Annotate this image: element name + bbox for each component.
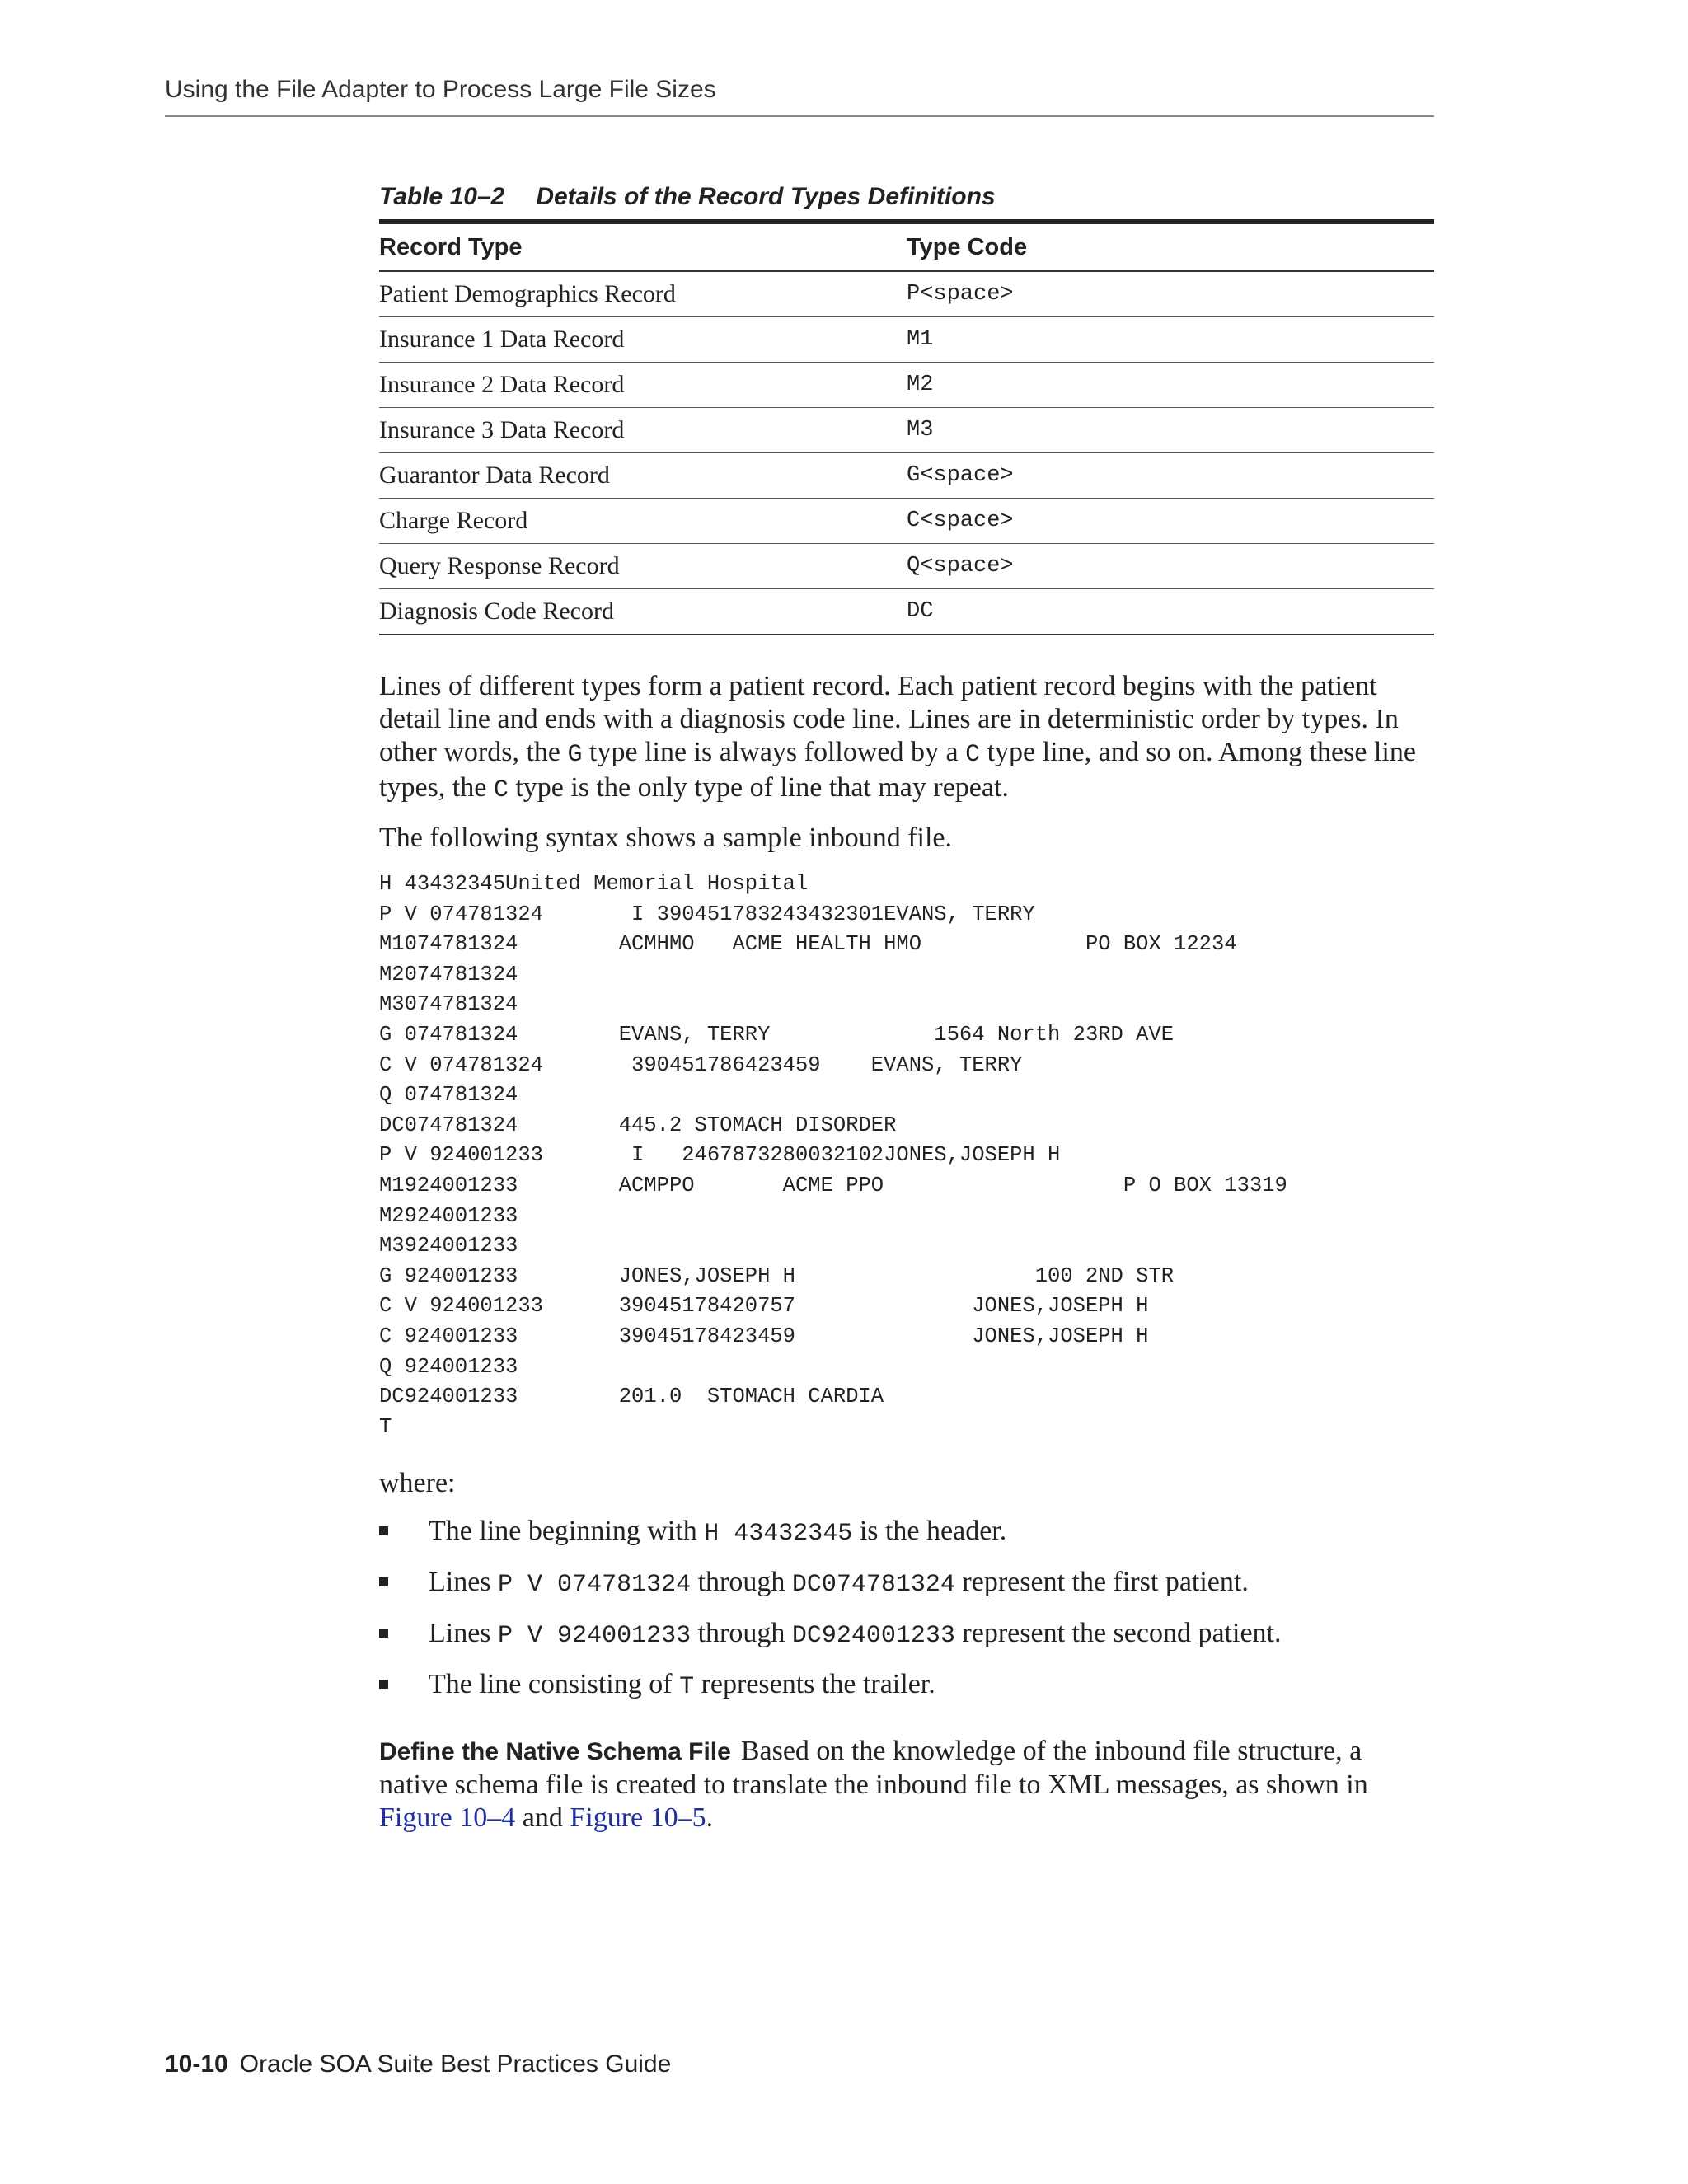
inline-code: DC074781324 <box>791 1571 955 1600</box>
where-label: where: <box>379 1468 456 1499</box>
list-item-text: through <box>691 1618 792 1649</box>
table-caption-title: Details of the Record Types Definitions <box>536 183 996 210</box>
record-types-table <box>379 219 1434 635</box>
paragraph-text: . <box>706 1802 714 1834</box>
list-item-text: represent the second patient. <box>954 1618 1282 1649</box>
type-code-cell: M3 <box>907 408 1434 453</box>
sample-file-line: M3924001233 <box>379 1234 518 1258</box>
type-code-cell: C<space> <box>907 499 1434 544</box>
sample-file-line: G 924001233 JONES,JOSEPH H 100 2ND STR <box>379 1263 1175 1288</box>
paragraph-text: type is the only type of line that may repeat. <box>508 772 1009 803</box>
list-item <box>379 1515 1434 1550</box>
type-code-cell: P<space> <box>907 271 1434 317</box>
list-item-text: represent the first patient. <box>954 1567 1249 1598</box>
sample-file-line: DC924001233 201.0 STOMACH CARDIA <box>379 1385 884 1409</box>
table-row <box>379 589 1434 635</box>
sample-file-line: M3074781324 <box>379 992 518 1017</box>
table-header-row <box>379 222 1434 271</box>
type-code-cell: G<space> <box>907 453 1434 499</box>
sample-file-line: C 924001233 39045178423459 JONES,JOSEPH H <box>379 1324 1149 1348</box>
page-content <box>379 183 1434 1835</box>
list-item-text: Lines <box>429 1618 499 1649</box>
bullet-square-icon <box>379 1680 388 1689</box>
list-item-text: is the header. <box>852 1516 1007 1547</box>
inline-code: P V 924001233 <box>498 1622 692 1651</box>
record-type-cell: Guarantor Data Record <box>379 453 907 499</box>
header-record-type: Record Type <box>379 222 907 271</box>
record-type-cell: Query Response Record <box>379 544 907 589</box>
table-row <box>379 271 1434 317</box>
list-item <box>379 1668 1434 1704</box>
inline-code: P V 074781324 <box>498 1571 692 1600</box>
sample-inbound-file <box>379 869 1434 1442</box>
table-row <box>379 499 1434 544</box>
sample-file-line: T <box>379 1414 392 1439</box>
table-caption <box>379 183 1434 211</box>
paragraph-text: Based on the knowledge of the inbound file structure, a native schema file is created to translate the inbound file to XML messages, as shown in <box>379 1736 1368 1801</box>
where-list <box>379 1515 1434 1704</box>
header-type-code: Type Code <box>907 222 1434 271</box>
bullet-square-icon <box>379 1526 388 1535</box>
list-item-text: represents the trailer. <box>694 1669 935 1700</box>
inline-code: DC924001233 <box>791 1622 955 1651</box>
sample-file-line: DC074781324 445.2 STOMACH DISORDER <box>379 1113 897 1137</box>
list-item-text: The line consisting of <box>429 1669 680 1700</box>
inline-code: C <box>965 741 981 769</box>
record-type-cell: Insurance 3 Data Record <box>379 408 907 453</box>
type-code-cell: M1 <box>907 317 1434 363</box>
paragraph-text: and <box>515 1802 570 1834</box>
sample-intro-paragraph: The following syntax shows a sample inbound file. <box>379 823 953 853</box>
sample-file-line: M2074781324 <box>379 962 518 987</box>
runin-heading: Define the Native Schema File <box>379 1738 731 1766</box>
inline-code: H 43432345 <box>704 1520 853 1549</box>
sample-file-line: C V 074781324 390451786423459 EVANS, TERRY <box>379 1052 1023 1077</box>
running-header: Using the File Adapter to Process Large File Sizes <box>165 76 1434 117</box>
sample-file-line: P V 074781324 I 390451783243432301EVANS, TERRY <box>379 902 1035 926</box>
inline-code: G <box>567 741 583 769</box>
list-item-text: The line beginning with <box>429 1516 705 1547</box>
paragraph-text: type line is always followed by a <box>582 737 966 767</box>
guide-title: Oracle SOA Suite Best Practices Guide <box>239 2050 672 2078</box>
table-row <box>379 408 1434 453</box>
sample-file-line: M1074781324 ACMHMO ACME HEALTH HMO PO BOX 12234 <box>379 932 1237 957</box>
define-native-schema-paragraph <box>379 1735 1434 1835</box>
sample-file-line: Q 924001233 <box>379 1354 518 1379</box>
paragraph-text: type line, and so on. Among these line types, the <box>379 737 1416 803</box>
table-caption-number: Table 10–2 <box>379 183 505 210</box>
record-order-paragraph <box>379 670 1434 807</box>
paragraph-text: Lines of different types form a patient record. Each patient record begins with the patient detail line and ends with a diagnosis code line. Lines are in deterministic order by types. In other words, the <box>379 671 1399 767</box>
list-item-text: through <box>691 1567 792 1598</box>
record-type-cell: Diagnosis Code Record <box>379 598 614 625</box>
type-code-cell: Q<space> <box>907 544 1434 589</box>
sample-file-line: C V 924001233 39045178420757 JONES,JOSEPH H <box>379 1294 1149 1319</box>
page-footer <box>165 2050 671 2079</box>
figure-10-5-link[interactable]: Figure 10–5 <box>570 1802 706 1834</box>
sample-file-line: H 43432345United Memorial Hospital <box>379 872 809 896</box>
inline-code: T <box>679 1673 695 1702</box>
type-code-cell: M2 <box>907 363 1434 408</box>
record-type-cell: Charge Record <box>379 499 907 544</box>
sample-file-line: Q 074781324 <box>379 1083 518 1108</box>
page-number: 10-10 <box>165 2050 228 2078</box>
sample-file-line: P V 924001233 I 2467873280032102JONES,JOSEPH H <box>379 1143 1061 1168</box>
inline-code: C <box>493 776 509 804</box>
table-row <box>379 544 1434 589</box>
table-row <box>379 363 1434 408</box>
bullet-square-icon <box>379 1629 388 1638</box>
sample-file-line: M2924001233 <box>379 1203 518 1228</box>
type-code-cell: DC <box>907 599 934 624</box>
list-item <box>379 1566 1434 1601</box>
bullet-square-icon <box>379 1577 388 1586</box>
list-item-text: Lines <box>429 1567 499 1598</box>
record-type-cell: Insurance 1 Data Record <box>379 317 907 363</box>
list-item <box>379 1617 1434 1652</box>
record-type-cell: Patient Demographics Record <box>379 271 907 317</box>
table-row <box>379 317 1434 363</box>
sample-file-line: M1924001233 ACMPPO ACME PPO P O BOX 13319 <box>379 1173 1287 1197</box>
table-row <box>379 453 1434 499</box>
record-type-cell: Insurance 2 Data Record <box>379 363 907 408</box>
sample-file-line: G 074781324 EVANS, TERRY 1564 North 23RD AVE <box>379 1022 1175 1047</box>
figure-10-4-link[interactable]: Figure 10–4 <box>379 1802 516 1834</box>
